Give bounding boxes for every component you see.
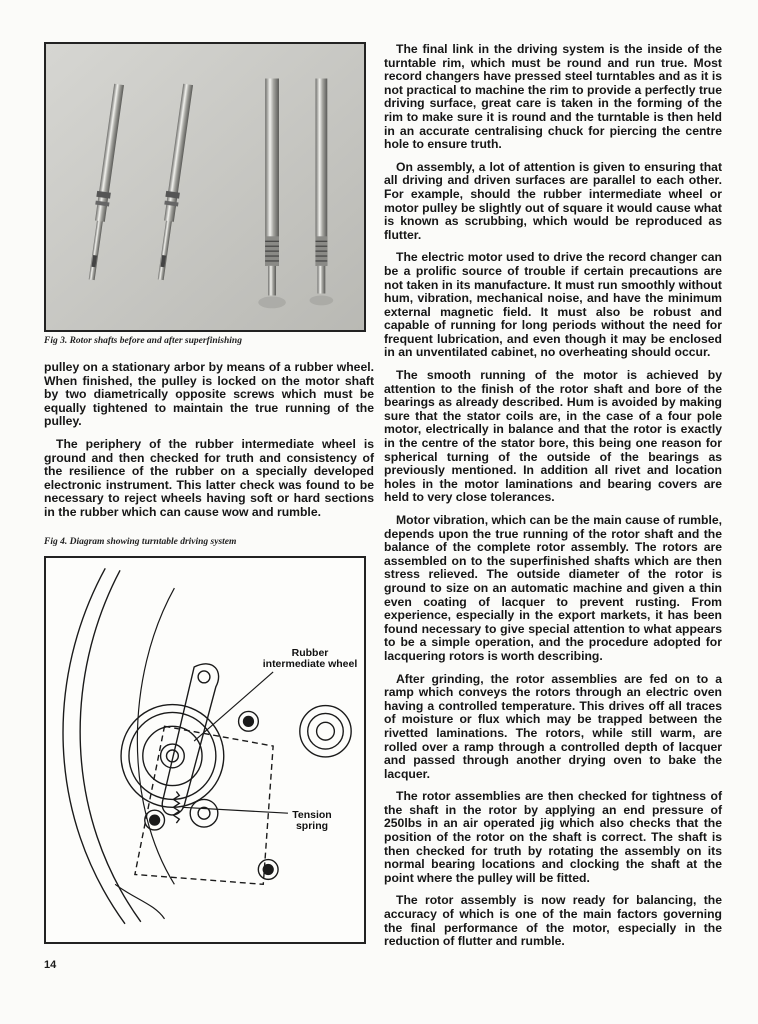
left-paragraph-2: The periphery of the rubber intermediate wheel is ground and then checked for truth and consistency of the resilience of the rubber on a specially developed electronic instrument. This latter check was found to be necessary to reject wheels having soft or hard sections in the rubber which can cause wow and rumble. (44, 436, 374, 519)
right-paragraph-8: The rotor assembly is now ready for balancing, the accuracy of which is one of the main factors governing the final performance of the motor, especially in the reduction of flutter and rumble. (384, 893, 722, 949)
rubber-wheel-outer (121, 705, 224, 808)
turntable-rim-inner (80, 570, 141, 922)
right-paragraph-6: After grinding, the rotor assemblies are fed on to a ramp which conveys the rotors through an electric oven having a controlled temperature. This drives off all traces of moisture or flux which may be trapped between the rivetted laminations. The rotors, while still warm, are rolled over a ramp through a controlled depth of lacquer and passed through another drying oven to bake the lacquer. (384, 671, 722, 781)
figure-4-caption: Fig 4. Diagram showing turntable driving system (44, 537, 237, 547)
turntable-drive-diagram (44, 556, 366, 944)
turntable-rim-outer (63, 568, 125, 924)
right-paragraph-1: The final link in the driving system is the inside of the turntable rim, which must be round and run true. Most record changers have pressed steel turntables and as it is not practical to machine the rim to provide a perfectly true driving surface, great care is taken in the forming of the rim to make sure it is round and the turntable is then held in an accurate centralising chuck for piercing the centre hole to ensure truth. (384, 42, 722, 152)
rotor-shafts-illustration (46, 44, 364, 330)
figure-3-caption: Fig 3. Rotor shafts before and after superfinishing (44, 336, 242, 346)
turntable-drive-illustration (46, 558, 364, 942)
page-number: 14 (44, 959, 57, 971)
left-column (44, 361, 374, 529)
motor-pulley (190, 799, 218, 827)
motor-plate-outline (135, 726, 273, 884)
right-paragraph-7: The rotor assemblies are then checked for tightness of the shaft in the rotor by applying an end pressure of 250lbs in an air operated jig which also checks that the position of the rotor on the shaft is correct. The shaft is then checked for truth by rotating the assembly on its normal bearing locations and clocking the shaft at the point where the pulley will be fitted. (384, 789, 722, 885)
right-paragraph-2: On assembly, a lot of attention is given to ensuring that all driving and driven surfaces are parallel to each other. For example, should the rubber intermediate wheel or motor pulley be slightly out of square it would cause what is known as scrubbing, which would be reproduced as flutter. (384, 159, 722, 242)
rubber-wheel-label: Rubber intermediate wheel (262, 647, 358, 670)
tension-spring-label: Tension spring (292, 809, 332, 832)
right-paragraph-3: The electric motor used to drive the record changer can be a prolific source of trouble if certain precautions are not taken in its manufacture. It must run smoothly without hum, vibration, mechanical noise, and have the minimum external magnetic field. It must also be robust and capable of running for long periods without the need for frequent lubrication, and even though it may be enclosed in an unventilated cabinet, no overheating should occur. (384, 250, 722, 360)
idler-arm (162, 664, 218, 815)
right-paragraph-4: The smooth running of the motor is achieved by attention to the finish of the rotor shaft and bore of the bearings as already described. Hum is avoided by making sure that the stator coils are, in the case of a four pole motor, electrically in balance and that the rotor is exactly in the centre of the stator bore, this being one reason for spherical turning of the outside of the bearings as previously mentioned. In addition all rivet and location holes in the motor laminations and bearing covers are held to very close tolerances. (384, 368, 722, 505)
right-column (384, 43, 722, 958)
right-paragraph-5: Motor vibration, which can be the main cause of rumble, depends upon the true running of the rotor shaft and the balance of the complete rotor assembly. The rotors are assembled on to the superfinished shafts which are then stress relieved. The outside diameter of the rotor is ground to size on an automatic machine and given a thin even coating of lacquer to prevent rusting. From experience, especially in the export markets, it has been found necessary to give special attention to what appears to be a simple operation, and the procedure adopted for lacquering rotors is worth describing. (384, 513, 722, 663)
left-paragraph-1: pulley on a stationary arbor by means of a rubber wheel. When finished, the pulley is locked on the motor shaft by two diametrically opposite screws which must be equally tightened to maintain the true running of the pulley. (44, 360, 374, 429)
rotor-shafts-photo (44, 42, 366, 332)
